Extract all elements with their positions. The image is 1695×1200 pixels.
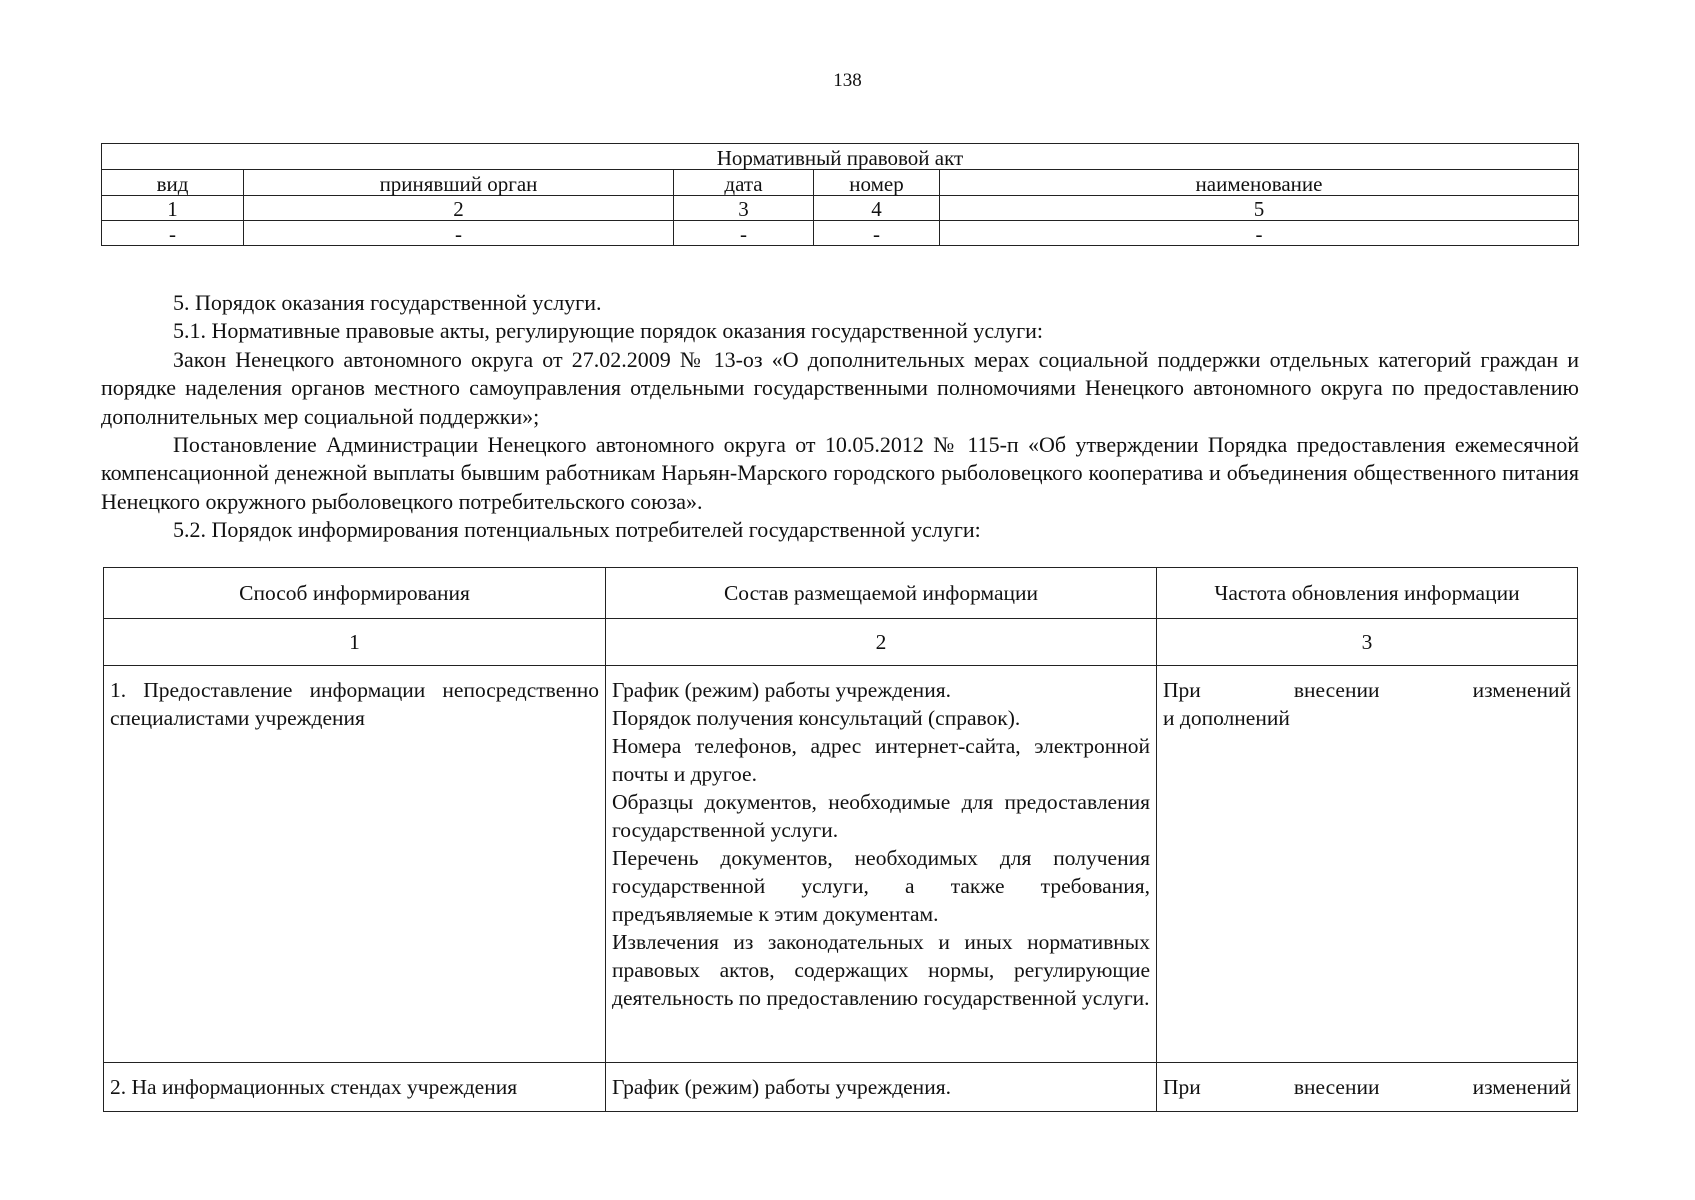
content-line: Образцы документов, необходимые для предоставления государственной услуги. xyxy=(612,790,1150,842)
info-frequency-cell: При внесении изменений xyxy=(1157,1063,1578,1112)
act-col-number: 4 xyxy=(814,196,940,221)
info-method-cell: 2. На информационных стендах учреждения xyxy=(104,1063,606,1112)
act-col-number: 3 xyxy=(674,196,814,221)
act-cell: - xyxy=(244,221,674,246)
frequency-line: При внесении изменений xyxy=(1163,678,1571,702)
act-cell: - xyxy=(814,221,940,246)
legal-act-table xyxy=(101,143,1579,246)
info-col-number: 1 xyxy=(104,619,606,666)
info-content-cell: График (режим) работы учреждения. xyxy=(606,1063,1157,1112)
resolution-reference: Постановление Администрации Ненецкого автономного округа от 10.05.2012 № 115-п «Об утверждении Порядка предоставления ежемесячной компенсационной денежной выплаты бывшим работникам Нарьян-Марского городского рыболовецкого кооператива и объединения общественного питания Ненецкого окружного рыболовецкого потребительского союза». xyxy=(101,432,1579,514)
informing-table xyxy=(103,567,1578,1112)
section-5-2-heading: 5.2. Порядок информирования потенциальных потребителей государственной услуги: xyxy=(173,517,981,543)
act-cell: - xyxy=(674,221,814,246)
content-line: График (режим) работы учреждения. xyxy=(612,678,951,702)
content-line: Номера телефонов, адрес интернет-сайта, электронной почты и другое. xyxy=(612,734,1150,786)
content-line: Перечень документов, необходимых для получения государственной услуги, а также требования, предъявляемые к этим документам. xyxy=(612,846,1150,926)
content-line: Извлечения из законодательных и иных нормативных правовых актов, содержащих нормы, регулирующие деятельность по предоставлению государственной услуги. xyxy=(612,930,1150,1010)
info-col-number: 2 xyxy=(606,619,1157,666)
act-col-number: 5 xyxy=(940,196,1579,221)
act-header-type: вид xyxy=(102,170,244,196)
law-reference: Закон Ненецкого автономного округа от 27.02.2009 № 13-оз «О дополнительных мерах социальной поддержки отдельных категорий граждан и порядке наделения органов местного самоуправления отдельными государственными полномочиями Ненецкого автономного округа по предоставлению дополнительных мер социальной поддержки»; xyxy=(101,346,1579,429)
info-method-cell: 1. Предоставление информации непосредственно специалистами учреждения xyxy=(104,666,606,1063)
act-col-number: 2 xyxy=(244,196,674,221)
act-cell: - xyxy=(102,221,244,246)
section-5-heading: 5. Порядок оказания государственной услуги. xyxy=(173,290,602,315)
info-header-method: Способ информирования xyxy=(104,568,606,619)
page-number: 138 xyxy=(833,70,862,91)
info-col-number: 3 xyxy=(1157,619,1578,666)
info-content-cell xyxy=(606,666,1157,1063)
content-line: Порядок получения консультаций (справок). xyxy=(612,706,1021,730)
info-header-frequency: Частота обновления информации xyxy=(1157,568,1578,619)
act-table-title: Нормативный правовой акт xyxy=(102,144,1579,170)
act-header-authority: принявший орган xyxy=(244,170,674,196)
act-col-number: 1 xyxy=(102,196,244,221)
act-header-date: дата xyxy=(674,170,814,196)
section-5-1-heading: 5.1. Нормативные правовые акты, регулирующие порядок оказания государственной услуги: xyxy=(173,318,1044,344)
info-frequency-cell xyxy=(1157,666,1578,1063)
act-header-name: наименование xyxy=(940,170,1579,196)
frequency-line: и дополнений xyxy=(1163,706,1290,730)
body-text xyxy=(101,289,1579,545)
act-header-number: номер xyxy=(814,170,940,196)
act-cell: - xyxy=(940,221,1579,246)
info-header-content: Состав размещаемой информации xyxy=(606,568,1157,619)
